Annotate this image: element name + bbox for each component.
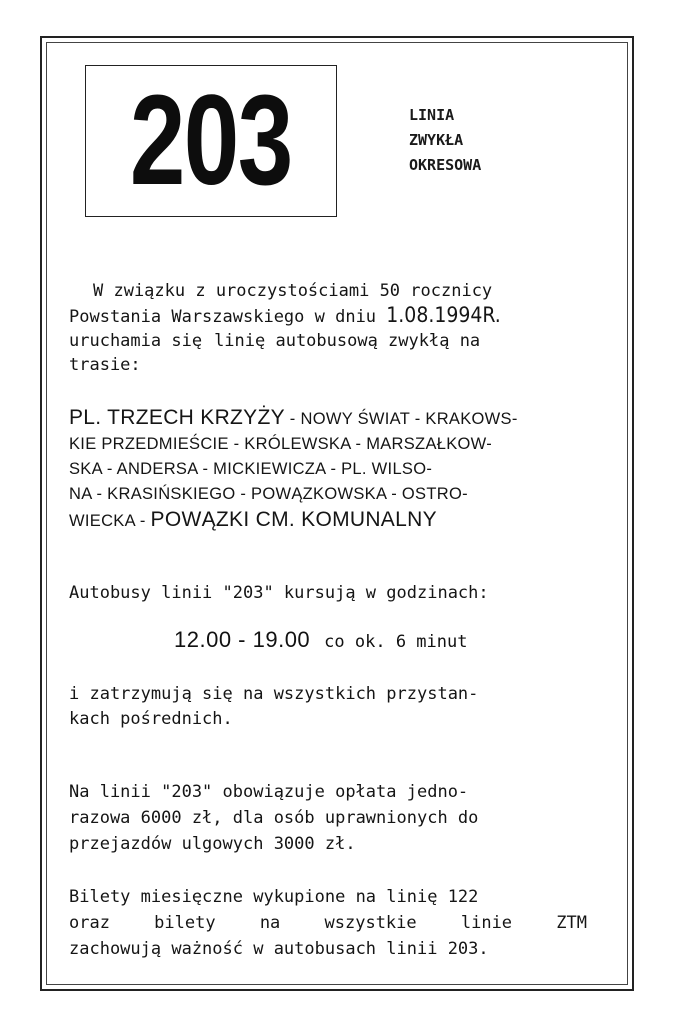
intro-line: trasie: bbox=[69, 355, 141, 375]
route-end: POWĄZKI CM. KOMUNALNY bbox=[150, 508, 437, 531]
route-line: KIE PRZEDMIEŚCIE - KRÓLEWSKA - MARSZAŁKOW- bbox=[69, 435, 493, 453]
stops-line: i zatrzymują się na wszystkich przystan- bbox=[69, 684, 479, 704]
line-type-word: ZWYKŁA bbox=[409, 131, 464, 149]
intro-paragraph bbox=[69, 279, 589, 377]
service-hours: 12.00 - 19.00 bbox=[174, 627, 311, 652]
route-line bbox=[69, 507, 589, 534]
notice-inner-border bbox=[46, 42, 628, 985]
intro-line-text: linię autobusową zwykłą na bbox=[214, 331, 481, 351]
notice-frame bbox=[40, 36, 634, 991]
intro-line bbox=[69, 329, 589, 353]
tickets-word: na bbox=[259, 913, 281, 933]
line-type-word: OKRESOWA bbox=[409, 156, 482, 174]
stops-line: kach pośrednich. bbox=[69, 709, 233, 729]
tickets-line: Bilety miesięczne wykupione na linię 122 bbox=[69, 887, 479, 907]
tickets-paragraph bbox=[69, 884, 589, 962]
tickets-word: wszystkie bbox=[324, 913, 417, 933]
fare-line: przejazdów ulgowych 3000 zł. bbox=[69, 834, 356, 854]
fare-line: razowa 6000 zł, dla osób uprawnionych do bbox=[69, 808, 479, 828]
hours-intro bbox=[69, 581, 589, 605]
route-line bbox=[69, 405, 589, 432]
hours-intro-text: Autobusy linii "203" kursują w godzinach: bbox=[69, 583, 489, 603]
hours-row bbox=[174, 627, 467, 653]
tickets-line: zachowują ważność w autobusach linii 203. bbox=[69, 939, 489, 959]
line-type-word: LINIA bbox=[409, 106, 455, 124]
tickets-line bbox=[69, 910, 587, 936]
tickets-word: ZTM bbox=[556, 913, 587, 933]
line-number-box bbox=[85, 65, 337, 217]
route-text: - NOWY ŚWIAT - KRAKOWS- bbox=[284, 410, 518, 428]
route-line: NA - KRASIŃSKIEGO - POWĄZKOWSKA - OSTRO- bbox=[69, 485, 468, 503]
intro-line bbox=[69, 303, 589, 329]
intro-line-text: Powstania Warszawskiego w dniu bbox=[69, 307, 387, 327]
intro-line: W związku z uroczystościami 50 rocznicy bbox=[93, 281, 493, 301]
line-type-label bbox=[409, 103, 481, 178]
route-start: PL. TRZECH KRZYŻY bbox=[69, 406, 285, 429]
route-description bbox=[69, 405, 589, 534]
tickets-word: bilety bbox=[154, 913, 216, 933]
line-number: 203 bbox=[130, 69, 292, 212]
fare-paragraph bbox=[69, 779, 589, 857]
stops-paragraph bbox=[69, 682, 589, 732]
route-text: WIECKA - bbox=[69, 512, 151, 530]
event-date: 1.08.1994R. bbox=[386, 303, 501, 327]
fare-line: Na linii "203" obowiązuje opłata jedno- bbox=[69, 782, 469, 802]
tickets-word: linie bbox=[460, 913, 513, 933]
route-line: SKA - ANDERSA - MICKIEWICZA - PL. WILSO- bbox=[69, 460, 433, 478]
service-frequency: co ok. 6 minut bbox=[324, 632, 468, 652]
tickets-word: oraz bbox=[69, 913, 110, 933]
intro-line-text: uruchamia się bbox=[69, 331, 203, 351]
